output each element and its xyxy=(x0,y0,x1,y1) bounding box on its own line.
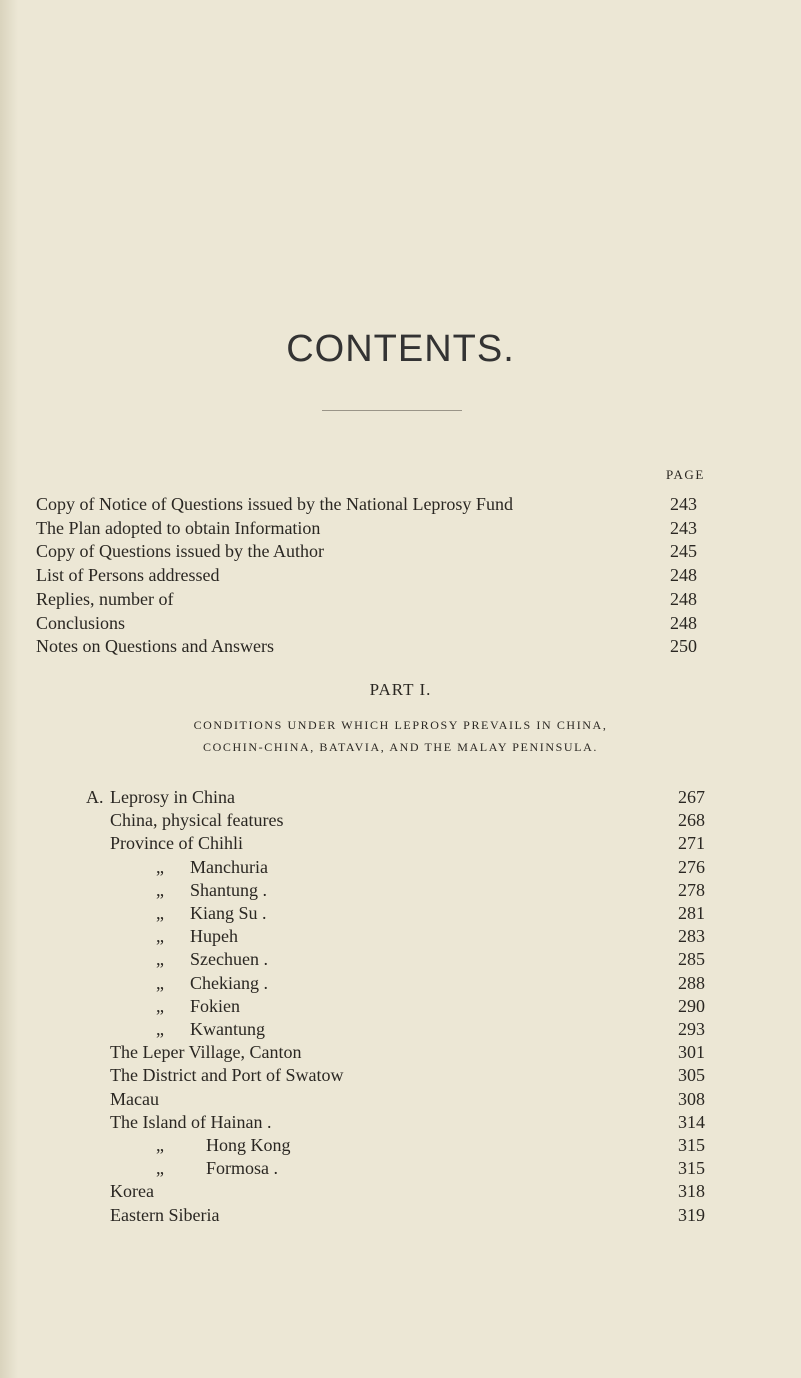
toc-entry xyxy=(110,1202,718,1228)
page-title: CONTENTS. xyxy=(286,328,515,370)
toc-entry-label: Province of Chihli xyxy=(110,833,243,854)
ditto-mark: „ xyxy=(156,995,164,1016)
toc-entry xyxy=(36,515,710,541)
toc-entry xyxy=(110,854,718,880)
ditto-mark: „ xyxy=(156,949,164,970)
part-subtitle-line-1: CONDITIONS UNDER WHICH LEPROSY PREVAILS IN CHINA, xyxy=(193,718,608,732)
toc-entry-label: The Plan adopted to obtain Information xyxy=(36,517,321,538)
part-subtitle-line-2: COCHIN-CHINA, BATAVIA, AND THE MALAY PENINSULA. xyxy=(203,740,598,754)
toc-entry-page: 285 xyxy=(678,949,705,970)
toc-entry-label: The Leper Village, Canton xyxy=(110,1042,302,1063)
ditto-mark: „ xyxy=(156,926,164,947)
toc-entry-label: Notes on Questions and Answers xyxy=(36,636,274,657)
toc-entry-page: 283 xyxy=(678,926,705,947)
toc-entry-label: The Island of Hainan . xyxy=(110,1111,272,1132)
toc-entry-page: 315 xyxy=(678,1135,705,1155)
toc-entry xyxy=(36,633,710,659)
toc-entry-label: China, physical features xyxy=(110,810,284,831)
ditto-mark: „ xyxy=(156,1135,164,1155)
toc-entry-name: Szechuen . xyxy=(190,949,268,970)
part-title: PART I. xyxy=(369,680,432,699)
toc-entry-label: Replies, number of xyxy=(36,588,174,609)
toc-entry xyxy=(110,830,718,856)
toc-entry-page: 271 xyxy=(678,833,705,854)
page-column-heading: PAGE xyxy=(666,467,705,482)
section-letter: A. xyxy=(86,787,104,807)
toc-entry-page: 290 xyxy=(678,995,705,1016)
toc-entry xyxy=(110,900,718,926)
toc-entry xyxy=(110,1178,718,1204)
ditto-mark: „ xyxy=(156,856,164,877)
toc-entry-page: 250 xyxy=(670,636,697,657)
toc-entry-label: The District and Port of Swatow xyxy=(110,1065,344,1086)
toc-entry-page: 293 xyxy=(678,1019,705,1039)
toc-entry-page: 314 xyxy=(678,1111,705,1132)
toc-entry-page: 308 xyxy=(678,1088,705,1109)
toc-entry-name: Kwantung xyxy=(190,1019,265,1039)
toc-entry xyxy=(110,1086,718,1112)
toc-entry xyxy=(110,807,718,833)
toc-entry-page: 243 xyxy=(670,517,697,538)
toc-entry xyxy=(110,923,718,949)
toc-entry-name: Fokien xyxy=(190,995,241,1016)
toc-entry-page: 301 xyxy=(678,1042,705,1063)
toc-entry-label: Korea xyxy=(110,1181,154,1202)
toc-entry xyxy=(36,562,710,588)
toc-entry-page: 268 xyxy=(678,810,705,831)
toc-entry-label: Eastern Siberia xyxy=(110,1204,220,1225)
toc-entry-label: Macau xyxy=(110,1088,159,1109)
toc-entry-label: Conclusions xyxy=(36,612,126,633)
toc-entry-page: 315 xyxy=(678,1158,705,1179)
toc-entry-page: 305 xyxy=(678,1065,705,1086)
title-divider xyxy=(322,410,462,411)
ditto-mark: „ xyxy=(156,879,164,900)
toc-entry-page: 281 xyxy=(678,903,705,923)
toc-entry-name: Manchuria xyxy=(190,856,268,877)
toc-entry-page: 288 xyxy=(678,972,705,993)
toc-entry xyxy=(36,610,710,636)
toc-entry xyxy=(36,538,710,564)
toc-entry xyxy=(110,877,718,903)
toc-entry xyxy=(110,1109,718,1135)
toc-entry-page: 278 xyxy=(678,879,705,900)
toc-entry-name: Formosa . xyxy=(206,1158,278,1179)
toc-entry-page: 276 xyxy=(678,856,705,877)
toc-entry-page: 248 xyxy=(670,588,697,609)
toc-entry xyxy=(110,970,718,996)
toc-entry-label: List of Persons addressed xyxy=(36,565,220,586)
toc-entry xyxy=(110,1016,718,1042)
toc-entry-page: 245 xyxy=(670,541,697,562)
toc-entry-page: 319 xyxy=(678,1204,705,1225)
toc-entry xyxy=(110,993,718,1019)
toc-entry-name: Hupeh xyxy=(190,926,238,947)
ditto-mark: „ xyxy=(156,1158,164,1179)
toc-entry xyxy=(110,1062,718,1088)
toc-entry-page: 248 xyxy=(670,612,697,633)
toc-entry-name: Shantung . xyxy=(190,879,268,900)
toc-entry xyxy=(110,1039,718,1065)
toc-entry xyxy=(36,586,710,612)
ditto-mark: „ xyxy=(156,1019,164,1039)
toc-entry xyxy=(110,1132,718,1158)
toc-entry-label: Leprosy in China xyxy=(110,787,235,807)
toc-entry-page: 248 xyxy=(670,565,697,586)
ditto-mark: „ xyxy=(156,903,164,923)
toc-entry-label: Copy of Notice of Questions issued by the National Leprosy Fund xyxy=(36,494,513,514)
toc-entry-name: Chekiang . xyxy=(190,972,268,993)
toc-entry xyxy=(110,946,718,972)
toc-entry-label: Copy of Questions issued by the Author xyxy=(36,541,324,562)
toc-entry-page: 318 xyxy=(678,1181,705,1202)
toc-entry xyxy=(36,491,710,517)
toc-entry-page: 243 xyxy=(670,494,697,514)
toc-entry xyxy=(110,784,718,810)
toc-entry xyxy=(110,1155,718,1181)
toc-entry-name: Kiang Su . xyxy=(190,903,267,923)
toc-entry-name: Hong Kong xyxy=(206,1135,291,1155)
ditto-mark: „ xyxy=(156,972,164,993)
toc-entry-page: 267 xyxy=(678,787,705,807)
